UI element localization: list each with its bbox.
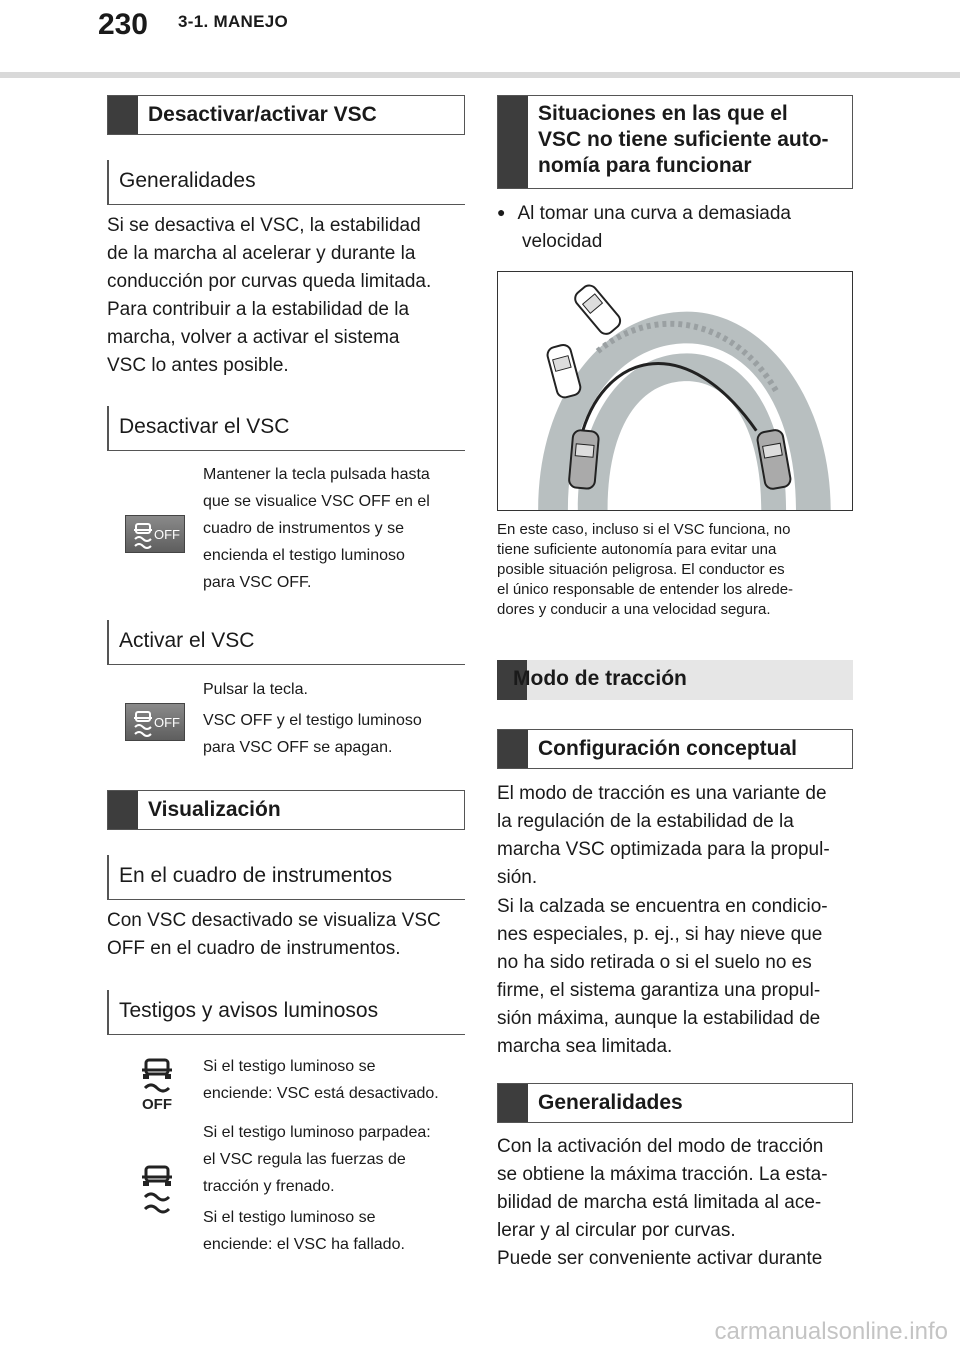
page-number: 230 — [97, 8, 148, 41]
paragraph-contribuir: Para contribuir a la estabilidad de la marcha, volver a activar el sistema VSC lo antes posible. — [107, 299, 410, 376]
testigo-parpadea-text: Si el testigo luminoso parpadea: el VSC regula las fuerzas de tracción y frenado. — [203, 1124, 431, 1195]
section-title-visualizacion: Visualización — [107, 790, 465, 830]
paragraph-activacion: Con la activación del modo de tracción se obtiene la máxima tracción. La esta- bilidad de marcha está limitada al ace- lerar y al circular por curvas. — [497, 1136, 828, 1241]
watermark: carmanualsonline.info — [714, 1318, 948, 1345]
section-title-generalidades-right: Generalidades — [497, 1083, 853, 1123]
subtitle-generalidades: Generalidades — [107, 160, 465, 205]
paragraph-estabilidad: Si se desactiva el VSC, la estabilidad de la marcha al acelerar y durante la conducción por curvas queda limitada. — [107, 215, 432, 292]
activar-instruction-1: Pulsar la tecla. — [203, 681, 308, 698]
bullet-curva-velocidad: ● Al tomar una curva a demasiada velocidad — [497, 203, 792, 252]
section-title-desactivar-activar-vsc: Desactivar/activar VSC — [107, 95, 465, 135]
bullet-dot-icon: ● — [497, 204, 506, 220]
header-rule — [0, 72, 960, 78]
vsc-off-warning-icon — [137, 1058, 177, 1112]
vsc-off-button-image-2: OFF — [125, 703, 185, 741]
paragraph-modo-traccion: El modo de tracción es una variante de la regulación de la estabilidad de la marcha VSC optimizada para la propul- sión. — [497, 783, 830, 888]
svg-text:OFF: OFF — [142, 1096, 172, 1112]
subtitle-desactivar-vsc: Desactivar el VSC — [107, 406, 465, 451]
subtitle-activar-vsc: Activar el VSC — [107, 620, 465, 665]
illustration-caption: En este caso, incluso si el VSC funciona, no tiene suficiente autonomía para evitar una posible situación peligrosa. El conductor es el único responsable de entender los alrede- dores y conducir a una velocidad segura. — [497, 521, 794, 618]
section-title-situaciones: Situaciones en las que el VSC no tiene suficiente auto- nomía para funcionar — [497, 95, 853, 189]
vsc-off-button-image: OFF — [125, 515, 185, 553]
testigo-fallo-text: Si el testigo luminoso se enciende: el VSC ha fallado. — [203, 1209, 405, 1253]
section-title-configuracion: Configuración conceptual — [497, 729, 853, 769]
subtitle-cuadro-instrumentos: En el cuadro de instrumentos — [107, 855, 465, 900]
desactivar-instructions: Mantener la tecla pulsada hasta que se visualice VSC OFF en el cuadro de instrumentos y se encienda el testigo luminoso para VSC OFF. — [203, 466, 430, 591]
paragraph-calzada: Si la calzada se encuentra en condicio- nes especiales, p. ej., si hay nieve que no ha sido retirada o si el suelo no es firme, el sistema garantiza una propul- sión máxima, aunque la estabilidad de marcha sea limitada. — [497, 896, 828, 1057]
vsc-warning-icon — [137, 1165, 177, 1219]
paragraph-conveniente: Puede ser conveniente activar durante — [497, 1248, 823, 1269]
testigo-off-text: Si el testigo luminoso se enciende: VSC está desactivado. — [203, 1058, 439, 1102]
paragraph-vsc-desactivado: Con VSC desactivado se visualiza VSC OFF en el cuadro de instrumentos. — [107, 910, 441, 959]
curve-skid-illustration — [497, 271, 853, 511]
car-left-lane-icon — [569, 430, 600, 490]
subtitle-testigos: Testigos y avisos luminosos — [107, 990, 465, 1035]
chapter-title: 3-1. MANEJO — [178, 12, 289, 31]
activar-instruction-2: VSC OFF y el testigo luminoso para VSC OFF se apagan. — [203, 712, 422, 756]
section-title-modo-traccion: Modo de tracción — [497, 660, 853, 700]
